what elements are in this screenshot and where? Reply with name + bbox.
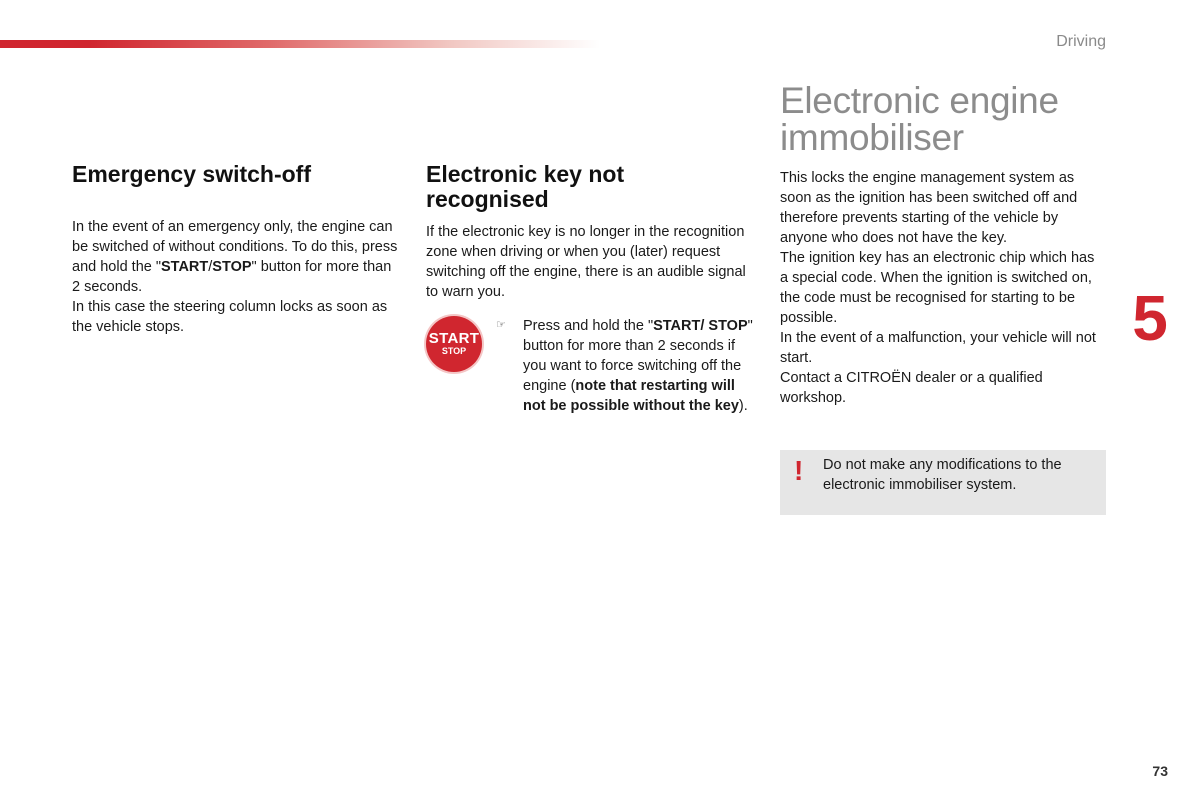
emergency-body-text-end: " button for more than 2 seconds. [72, 259, 392, 295]
emergency-body [72, 217, 398, 297]
immobiliser-title: Electronic engine immobiliser [780, 80, 1059, 158]
start-label: START [161, 259, 209, 275]
stop-label: STOP [212, 259, 252, 275]
key-not-recognised-section [426, 162, 752, 446]
step-text-2: " button for more than 2 seconds if you want to force switching off the engine ( [523, 318, 753, 394]
force-switch-off-step [426, 316, 752, 446]
emergency-section [72, 162, 398, 337]
immobiliser-para-4: Contact a CITROËN dealer or a qualified workshop. [780, 370, 1043, 406]
badge-line2: STOP [441, 346, 467, 356]
step-text-1: Press and hold the " [523, 318, 654, 334]
emergency-body-2: In this case the steering column locks as soon as the vehicle stops. [72, 299, 388, 335]
immobiliser-para-3: In the event of a malfunction, your vehicle will not start. [780, 330, 1096, 366]
step-text [523, 316, 753, 416]
warning-box [780, 450, 1106, 515]
chapter-number: 5 [1132, 282, 1168, 354]
header-stripe [0, 40, 600, 48]
pointing-hand-icon: ☞ [496, 319, 506, 331]
immobiliser-para-1: This locks the engine management system as soon as the ignition has been switched off and therefore prevents starting of the vehicle by anyone who does not have the key. [780, 170, 1078, 246]
emergency-body-text: In the event of an emergency only, the engine can be switched of without conditions. To do this, press and hold the " [72, 219, 398, 275]
emergency-title: Emergency switch-off [72, 161, 311, 187]
step-bold-1: START/ STOP [653, 318, 748, 334]
immobiliser-section [780, 82, 1106, 408]
badge-line1: START [428, 330, 480, 347]
slash: / [208, 259, 213, 275]
section-label: Driving [1056, 33, 1106, 50]
key-not-recognised-title: Electronic key not recognised [426, 161, 625, 212]
step-bold-2: note that restarting will not be possible without the key [523, 378, 739, 414]
step-text-3: ). [738, 398, 748, 414]
immobiliser-para-2: The ignition key has an electronic chip which has a special code. When the ignition is switched on, the code must be recognised for starting to be possible. [780, 250, 1095, 326]
warning-text: Do not make any modifications to the electronic immobiliser system. [823, 457, 1062, 493]
start-stop-button-icon [426, 316, 482, 372]
page-number: 73 [1152, 763, 1168, 779]
exclamation-icon: ! [794, 455, 804, 486]
key-not-recognised-body: If the electronic key is no longer in the recognition zone when driving or when you (later) request switching off the engine, there is an audible signal to warn you. [426, 224, 746, 300]
